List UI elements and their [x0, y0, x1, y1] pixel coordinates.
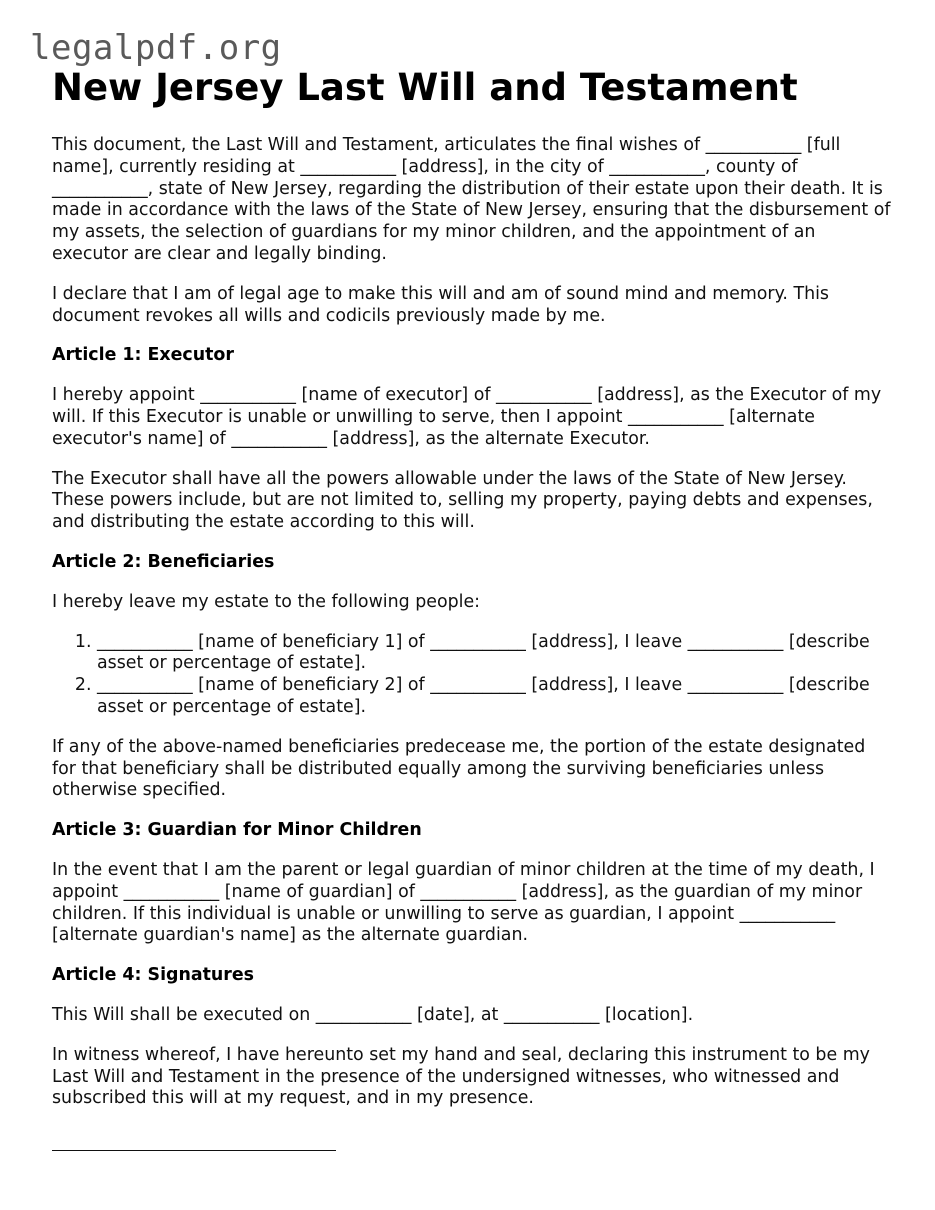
beneficiaries-lead: I hereby leave my estate to the following people:: [52, 591, 481, 612]
declaration-paragraph: I declare that I am of legal age to make this will and am of sound mind and memory. This document revokes all wills and codicils previously made by me.: [52, 283, 829, 326]
execution-paragraph: This Will shall be executed on ___________ [date], at ___________ [location].: [52, 1004, 694, 1025]
intro-paragraph: This document, the Last Will and Testament, articulates the final wishes of ___________ [full name], currently residing at ___________ [address], in the city of ___________, county of ___________, state of New Jersey, regarding the distribution of their estate upon their death. It is made in accordance with the laws of the State of New Jersey, ensuring that the disbursement of my assets, the selection of guardians for my minor children, and the appointment of an executor are clear and legally binding.: [52, 135, 891, 264]
guardian-paragraph: In the event that I am the parent or legal guardian of minor children at the time of my death, I appoint ___________ [name of guardian] of ___________ [address], as the guardian of my minor children. If this individual is unable or unwilling to serve as guardian, I appoint ___________ [alternate guardian's name] as the alternate guardian.: [52, 859, 875, 946]
document-page: [52, 66, 892, 1151]
list-item: 2. ___________ [name of beneficiary 2] of ___________ [address], I leave ___________ [describe asset or percentage of estate].: [97, 675, 892, 719]
beneficiary-list: [52, 632, 892, 719]
article-2-heading: Article 2: Beneficiaries: [52, 551, 275, 572]
article-4-heading: Article 4: Signatures: [52, 965, 255, 986]
article-1-heading: Article 1: Executor: [52, 345, 234, 366]
witness-paragraph: In witness whereof, I have hereunto set my hand and seal, declaring this instrument to be my Last Will and Testament in the presence of the undersigned witnesses, who witnessed and subscribed this will at my request, and in my presence.: [52, 1044, 870, 1109]
watermark: legalpdf.org: [30, 28, 282, 68]
predecease-paragraph: If any of the above-named beneficiaries predecease me, the portion of the estate designated for that beneficiary shall be distributed equally among the surviving beneficiaries unless otherwise specified.: [52, 736, 866, 801]
article-3-heading: Article 3: Guardian for Minor Children: [52, 820, 422, 841]
executor-appointment-paragraph: I hereby appoint ___________ [name of executor] of ___________ [address], as the Executor of my will. If this Executor is unable or unwilling to serve, then I appoint ___________ [alternate executor's name] of ___________ [address], as the alternate Executor.: [52, 385, 882, 449]
executor-powers-paragraph: The Executor shall have all the powers allowable under the laws of the State of New Jersey. These powers include, but are not limited to, selling my property, paying debts and expenses, and distributing the estate according to this will.: [52, 468, 873, 533]
signature-line: [52, 1150, 336, 1151]
list-item: 1. ___________ [name of beneficiary 1] of ___________ [address], I leave ___________ [describe asset or percentage of estate].: [97, 632, 892, 676]
document-title: New Jersey Last Will and Testament: [52, 66, 798, 109]
